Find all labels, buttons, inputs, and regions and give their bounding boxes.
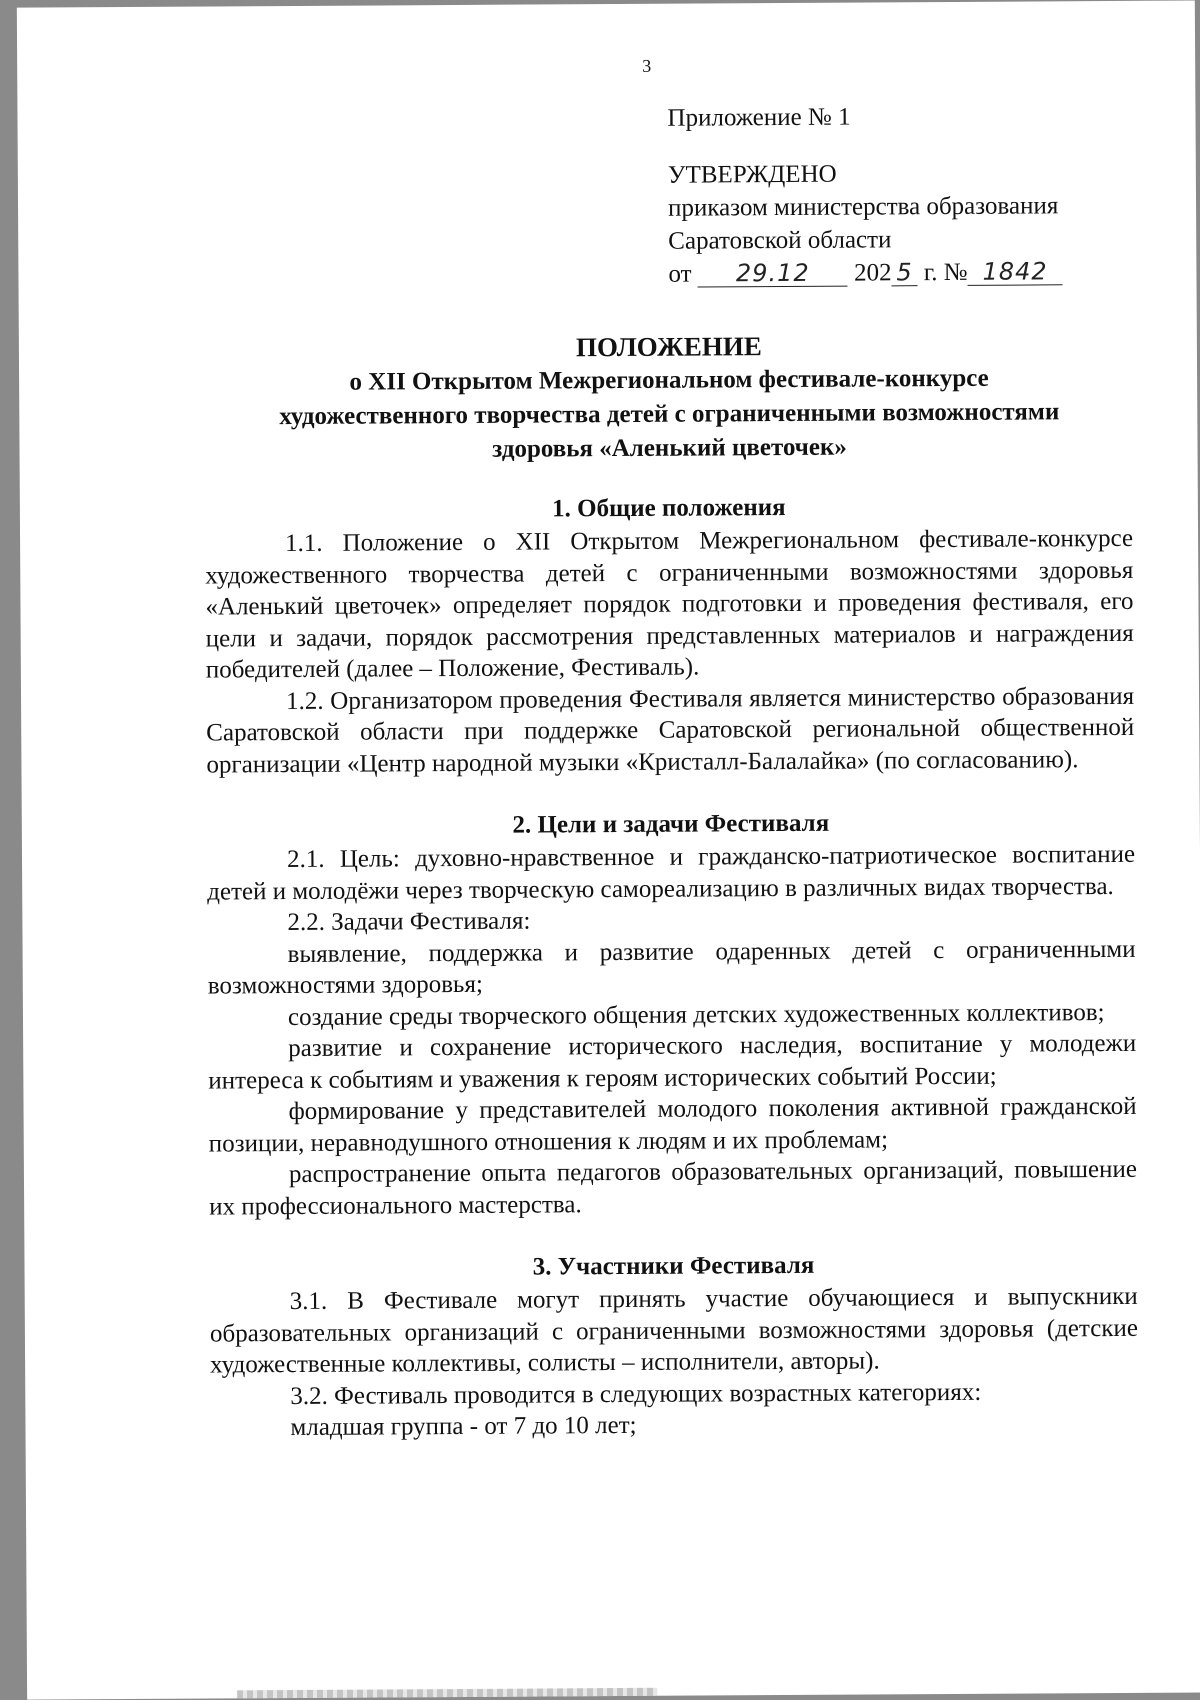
approval-line-2: Саратовской области <box>668 226 892 255</box>
order-date-line <box>668 255 1062 290</box>
list-item: формирование у представителей молодого поколения активной гражданской позиции, неравнодушного отношения к людям и их проблемам; <box>208 1092 1137 1158</box>
list-item: выявление, поддержка и развитие одаренных детей с ограниченными возможностями здоровья; <box>207 935 1136 1000</box>
list-item: развитие и сохранение исторического наследия, воспитание у молодежи интереса к событиям и уважения к героям исторических событий России; <box>208 1029 1137 1095</box>
appendix-label: Приложение № 1 <box>667 103 851 132</box>
paragraph: 3.2. Фестиваль проводится в следующих возрастных категориях: <box>290 1378 982 1410</box>
paragraph: 2.2. Задачи Фестиваля: <box>287 907 531 937</box>
title-line-1: о XII Открытом Межрегиональном фестивале-конкурсе <box>349 364 989 396</box>
page-number: 3 <box>642 55 652 76</box>
number-label: г. № <box>923 258 968 287</box>
title-main: ПОЛОЖЕНИЕ <box>575 331 762 363</box>
list-item: создание среды творческого общения детских художественных коллективов; <box>287 998 1105 1031</box>
scan-artifact <box>237 1688 657 1699</box>
list-item: распространение опыта педагогов образовательных организаций, повышение их профессионального мастерства. <box>209 1155 1138 1221</box>
section-heading: 3. Участники Фестиваля <box>532 1251 815 1281</box>
approval-block <box>667 99 1062 290</box>
handwritten-number: 1842 <box>968 258 1063 286</box>
paragraph: 1.2. Организатором проведения Фестиваля является министерство образования Саратовской области при поддержке Саратовской региональной общественной организации «Центр народной музыки «Кристалл-Балалайка» (по согласованию). <box>206 682 1135 779</box>
list-item: младшая группа - от 7 до 10 лет; <box>290 1411 637 1442</box>
from-label: от <box>668 260 692 288</box>
paragraph: 1.1. Положение о XII Открытом Межрегиональном фестивале-конкурсе художественного творчества детей с ограниченными возможностями здоровья «Аленький цветочек» определяет порядок подготовки и проведения фестиваля, его цели и задачи, порядок рассмотрения представленных материалов и награждения победителей (далее – Положение, Фестиваль). <box>205 524 1134 684</box>
year-prefix: 202 <box>853 259 892 287</box>
approved-label: УТВЕРЖДЕНО <box>667 160 837 189</box>
approval-line-1: приказом министерства образования <box>667 192 1059 222</box>
document-title <box>204 327 1135 469</box>
handwritten-date: 29.12 <box>698 260 848 288</box>
document-page <box>17 0 1200 1699</box>
paragraph: 2.1. Цель: духовно-нравственное и гражданско-патриотическое воспитание детей и молодёжи через творческую самореализацию в различных видах творчества. <box>207 840 1136 906</box>
paragraph: 3.1. В Фестивале могут принять участие обучающиеся и выпускники образовательных организаций с ограниченными возможностями здоровья (детские художественные коллективы, солисты – исполнители, авторы). <box>209 1282 1138 1379</box>
title-line-2: художественного творчества детей с ограниченными возможностями <box>279 398 1060 431</box>
section-heading: 1. Общие положения <box>552 493 786 523</box>
document-body <box>205 489 1139 1444</box>
handwritten-year: 5 <box>891 259 917 286</box>
title-line-3: здоровья «Аленький цветочек» <box>492 433 847 463</box>
section-heading: 2. Цели и задачи Фестиваля <box>512 809 830 839</box>
